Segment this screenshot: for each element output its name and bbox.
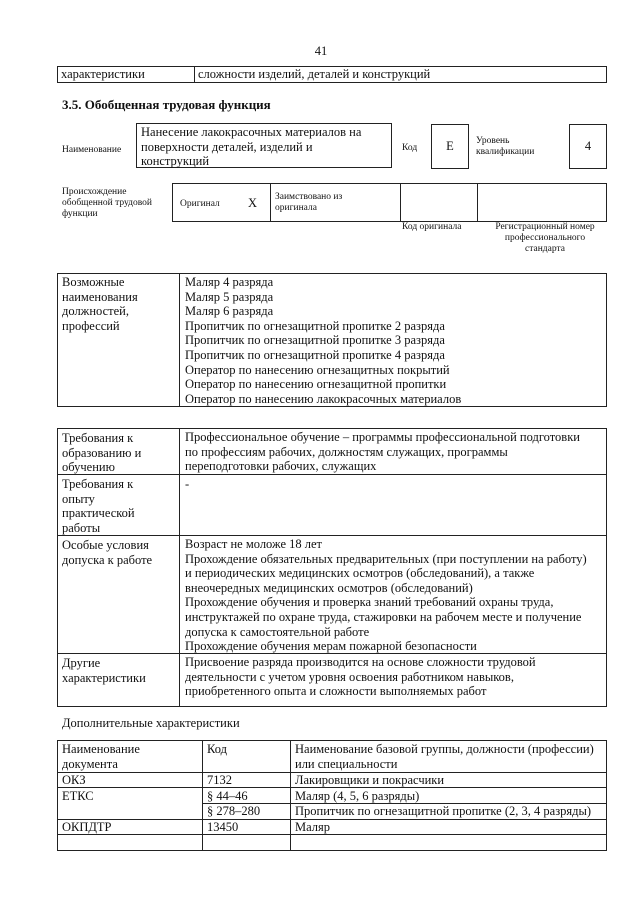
additional-header-doc: Наименование документа	[62, 742, 140, 771]
table-row: Лакировщики и покрасчики	[295, 773, 445, 787]
req-education-label: Требования к образованию и обучению	[62, 431, 142, 475]
req-special-label: Особые условия допуска к работе	[62, 538, 153, 567]
additional-header-name: Наименование базовой группы, должности (профессии) или специальности	[295, 742, 594, 771]
list-item: Пропитчик по огнезащитной пропитке 2 разряда	[185, 318, 445, 333]
code-original-caption: Код оригинала	[402, 222, 462, 232]
page-number: 41	[314, 44, 328, 58]
table-row: ОКЗ	[62, 773, 86, 787]
list-item: Пропитчик по огнезащитной пропитке 3 разряда	[185, 333, 445, 348]
borrowed-label: Заимствовано из оригинала	[275, 192, 343, 213]
additional-header-code: Код	[207, 742, 227, 756]
table-row: Пропитчик по огнезащитной пропитке (2, 3, 4 разряды)	[295, 804, 592, 818]
table-row: 7132	[207, 773, 232, 787]
list-item: Маляр 6 разряда	[185, 304, 274, 319]
req-other-label: Другие характеристики	[62, 656, 146, 685]
code-value: E	[446, 139, 454, 153]
list-item: Оператор по нанесению лакокрасочных материалов	[185, 391, 462, 406]
level-value: 4	[584, 139, 592, 153]
table-row: ЕТКС	[62, 789, 94, 803]
table-row: ОКПДТР	[62, 820, 112, 834]
origin-label: Происхождение обобщенной трудовой функции	[62, 187, 152, 219]
table-row: § 278–280	[207, 804, 261, 818]
name-label: Наименование	[62, 145, 122, 155]
top-row-left: характеристики	[61, 67, 145, 81]
table-row: § 44–46	[207, 789, 248, 803]
list-item: Оператор по нанесению огнезащитных покрытий	[185, 362, 450, 377]
list-item: Оператор по нанесению огнезащитной пропитки	[185, 377, 447, 392]
positions-list	[185, 275, 461, 406]
additional-title: Дополнительные характеристики	[62, 716, 240, 730]
level-label: Уровень квалификации	[476, 136, 535, 157]
name-value: Нанесение лакокрасочных материалов на поверхности деталей, изделий и конструкций	[141, 125, 362, 169]
positions-label: Возможные наименования должностей, профессий	[62, 275, 138, 333]
req-experience-value: -	[185, 477, 190, 491]
reg-number-caption: Регистрационный номер профессионального стандарта	[495, 222, 595, 254]
list-item: Пропитчик по огнезащитной пропитке 4 разряда	[185, 347, 445, 362]
original-mark: X	[248, 196, 258, 210]
table-row: Маляр	[295, 820, 331, 834]
origin-table	[172, 183, 607, 222]
code-label: Код	[402, 143, 418, 153]
original-label: Оригинал	[180, 199, 220, 209]
req-special-value: Возраст не моложе 18 лет Прохождение обязательных предварительных (при поступлении на работу) и периодических медицинских осмотров (обследований), а также внеочередных медицинских осмотров (обследований) Прохождение обучения и проверка знаний требований охраны труда, инструктажей по охране труда, стажировки на рабочем месте и получение допуска к самостоятельной работе Прохождение обучения мерам пожарной безопасности	[185, 537, 587, 654]
req-experience-label: Требования к опыту практической работы	[62, 477, 135, 535]
table-row: Маляр (4, 5, 6 разряды)	[295, 789, 420, 803]
req-education-value: Профессиональное обучение – программы профессиональной подготовки по профессиям рабочих, должностям служащих, программы переподготовки рабочих, служащих	[185, 430, 580, 474]
req-other-value: Присвоение разряда производится на основе сложности трудовой деятельности с учетом уровня освоения работником навыков, приобретенного опыта и сложности выполняемых работ	[185, 655, 536, 699]
list-item: Маляр 4 разряда	[185, 275, 274, 289]
table-row: 13450	[207, 820, 239, 834]
list-item: Маляр 5 разряда	[185, 289, 274, 304]
section-title: 3.5. Обобщенная трудовая функция	[62, 97, 271, 112]
top-row-right: сложности изделий, деталей и конструкций	[198, 67, 431, 81]
